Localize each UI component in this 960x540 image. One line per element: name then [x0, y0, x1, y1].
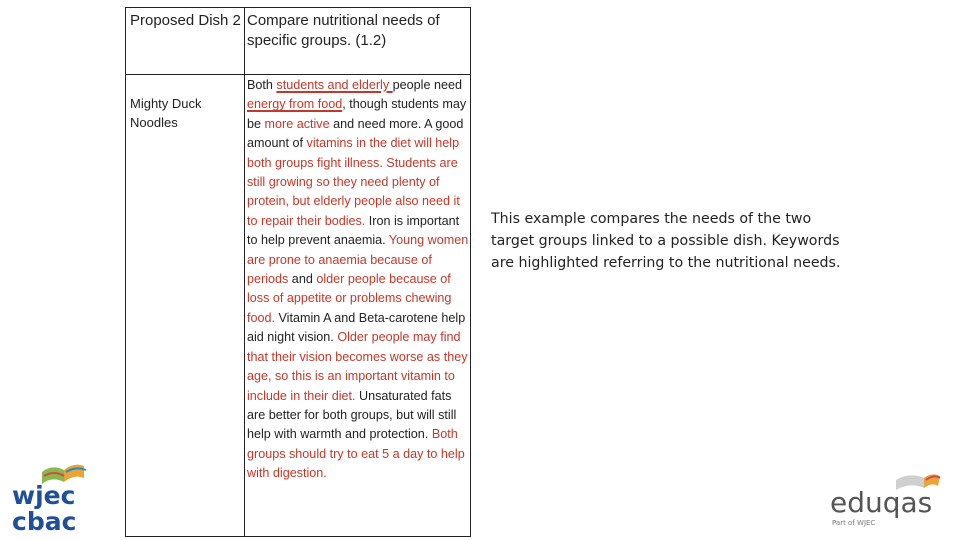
text-segment: , though students may be — [247, 97, 467, 131]
keyword-segment: Both groups should try to eat 5 a day to help with digestion. — [247, 427, 465, 481]
text-segment: Both — [247, 78, 277, 92]
header-proposed-dish: Proposed Dish 2 — [130, 12, 241, 29]
keyword-segment: vitamins in the diet will help both groups fight illness. Students are still growing so they need plenty of protein, but elderly people also need it to repair their bodies. — [247, 136, 460, 228]
cbac-wordmark: cbac — [12, 507, 77, 536]
nutrition-table — [125, 7, 471, 537]
keyword-segment: energy from food — [247, 97, 343, 112]
text-segment: Iron is important to help prevent anaemia. — [247, 213, 460, 248]
dish-name: Mighty Duck Noodles — [130, 96, 202, 130]
wjec-cbac-logo — [8, 458, 98, 538]
explanation-note: This example compares the needs of the two target groups linked to a possible dish. Keywords are highlighted referring to the nutritional needs. — [491, 211, 841, 271]
eduqas-subtitle: Part of WJEC — [832, 519, 876, 527]
text-segment: and — [288, 272, 317, 287]
wjec-wordmark: wjec — [12, 481, 76, 510]
keyword-segment: Older people may find that their vision becomes worse as they age, so this is an important vitamin to include in their diet. — [247, 330, 468, 403]
keyword-segment: Young women are prone to anaemia because of periods — [247, 233, 469, 287]
header-compare-needs: Compare nutritional needs of specific groups. (1.2) — [247, 12, 440, 49]
comparison-text — [247, 76, 471, 484]
text-segment: Vitamin A and Beta-carotene help aid night vision. — [247, 310, 466, 345]
text-segment: people need — [392, 78, 462, 92]
text-segment: and need more. A good amount of — [247, 116, 464, 151]
column-divider — [244, 8, 245, 536]
keyword-segment: students and elderly — [276, 78, 393, 92]
eduqas-wordmark: eduqas — [830, 486, 933, 519]
header-divider — [126, 74, 470, 75]
keyword-segment: more active — [264, 116, 330, 131]
text-segment: Unsaturated fats are better for both groups, but will still help with warmth and protection. — [247, 388, 457, 442]
eduqas-logo — [828, 470, 948, 530]
keyword-segment: older people because of loss of appetite or problems chewing food. — [247, 272, 452, 325]
